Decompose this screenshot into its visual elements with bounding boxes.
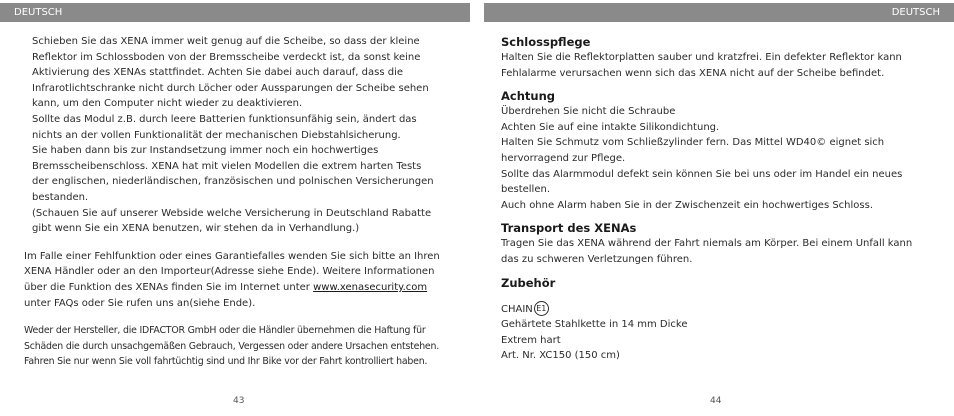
- section-transport: [501, 220, 931, 267]
- text-line: Bremsscheibenschloss. XENA hat mit vielen Modellen die extrem harten Tests: [32, 160, 422, 172]
- section-title: Achtung: [501, 89, 556, 104]
- text-line: Aktivierung des XENAs stattfindet. Achten Sie dabei auch darauf, dass die: [32, 67, 404, 79]
- accessory-badge: E1: [534, 301, 549, 316]
- text-line: Infrarotlichtschranke nicht durch Löcher oder Aussparungen der Scheibe sehen: [32, 82, 429, 94]
- support-text: Im Falle einer Fehlfunktion oder eines Garantiefalles wenden Sie sich bitte an Ihren XENA Händler oder an den Importeur(Adresse siehe Ende). Weitere Informationen über die Funktion des XENAs finden Sie im Internet unter: [24, 250, 440, 293]
- section-schlosspflege: [501, 34, 931, 81]
- website-link[interactable]: www.xenasecurity.com: [313, 281, 428, 293]
- support-paragraph: [24, 249, 454, 311]
- page-number-left: 43: [233, 396, 245, 406]
- header-bar-right: [484, 3, 954, 22]
- text-line: Achten Sie auf eine intakte Silikondichtung.: [501, 121, 720, 133]
- header-bar-left: [0, 3, 470, 22]
- text-line: Schieben Sie das XENA immer weit genug auf die Scheibe, so dass der kleine: [32, 36, 420, 47]
- text-line: Halten Sie Schmutz vom Schließzylinder fern. Das Mittel WD40© eignet sich hervorragend zur Pflege.: [501, 137, 885, 164]
- text-line: Sollte das Alarmmodul defekt sein können Sie bei uns oder im Handel ein neues bestellen.: [501, 168, 903, 196]
- text-line: (Schauen Sie auf unserer Webside welche Versicherung in Deutschland Rabatte: [32, 207, 432, 219]
- text-line: der englischen, niederländischen, französischen und polnischen Versicherungen: [32, 176, 434, 188]
- text-line: Extrem hart: [501, 334, 561, 346]
- language-label-left: DEUTSCH: [14, 7, 63, 18]
- text-line: bestanden.: [32, 191, 89, 203]
- text-line: Auch ohne Alarm haben Sie in der Zwischenzeit ein hochwertiges Schloss.: [501, 199, 874, 211]
- text-line: kann, um den Computer nicht wieder zu deaktivieren.: [32, 98, 303, 110]
- text-line: nichts an der vollen Funktionalität der mechanischen Diebstahlsicherung.: [32, 129, 401, 141]
- page-left: [24, 34, 454, 370]
- language-label-right: DEUTSCH: [891, 7, 940, 18]
- liability-paragraph: Weder der Hersteller, die IDFACTOR GmbH oder die Händler übernehmen die Haftung für Schäden die durch unsachgemäßen Gebrauch, Vergessen oder andere Ursachen entstehen. Fahren Sie nur wenn Sie voll fahrtüchtig sind und Ihr Bike vor der Fahrt kontrolliert haben.: [24, 325, 440, 368]
- text-line: gibt wenn Sie ein XENA benutzen, wir stehen da in Verhandlung.): [32, 223, 360, 235]
- section-body: Halten Sie die Reflektorplatten sauber und kratzfrei. Ein defekter Reflektor kann Fehlalarme verursachen wenn sich das XENA nicht auf der Scheibe befindet.: [501, 52, 902, 79]
- section-body: Tragen Sie das XENA während der Fahrt niemals am Körper. Bei einem Unfall kann das zu schweren Verletzungen führen.: [501, 238, 913, 265]
- support-text-tail: unter FAQs oder Sie rufen uns an(siehe Ende).: [24, 297, 256, 309]
- section-title: Schlosspflege: [501, 35, 591, 49]
- installation-notes: [24, 34, 454, 237]
- text-line: Sie haben dann bis zur Instandsetzung immer noch ein hochwertiges: [32, 145, 379, 157]
- text-line: Überdrehen Sie nicht die Schraube: [501, 106, 676, 118]
- text-line: Reflektor im Schlossboden von der Bremsscheibe verdeckt ist, da sonst keine: [32, 51, 421, 63]
- text-line: Art. Nr. XC150 (150 cm): [501, 350, 620, 362]
- section-title: Zubehör: [501, 275, 556, 290]
- page-right: [501, 34, 931, 371]
- accessory-name: [501, 301, 931, 318]
- text-line: Sollte das Modul z.B. durch leere Batterien funktionsunfähig sein, ändert das: [32, 113, 417, 125]
- section-achtung: [501, 88, 931, 213]
- text-line: Gehärtete Stahlkette in 14 mm Dicke: [501, 319, 688, 331]
- section-title: Transport des XENAs: [501, 221, 637, 236]
- accessory-label: CHAIN: [501, 303, 533, 315]
- page-number-right: 44: [710, 396, 722, 406]
- section-zubehoer: [501, 275, 931, 364]
